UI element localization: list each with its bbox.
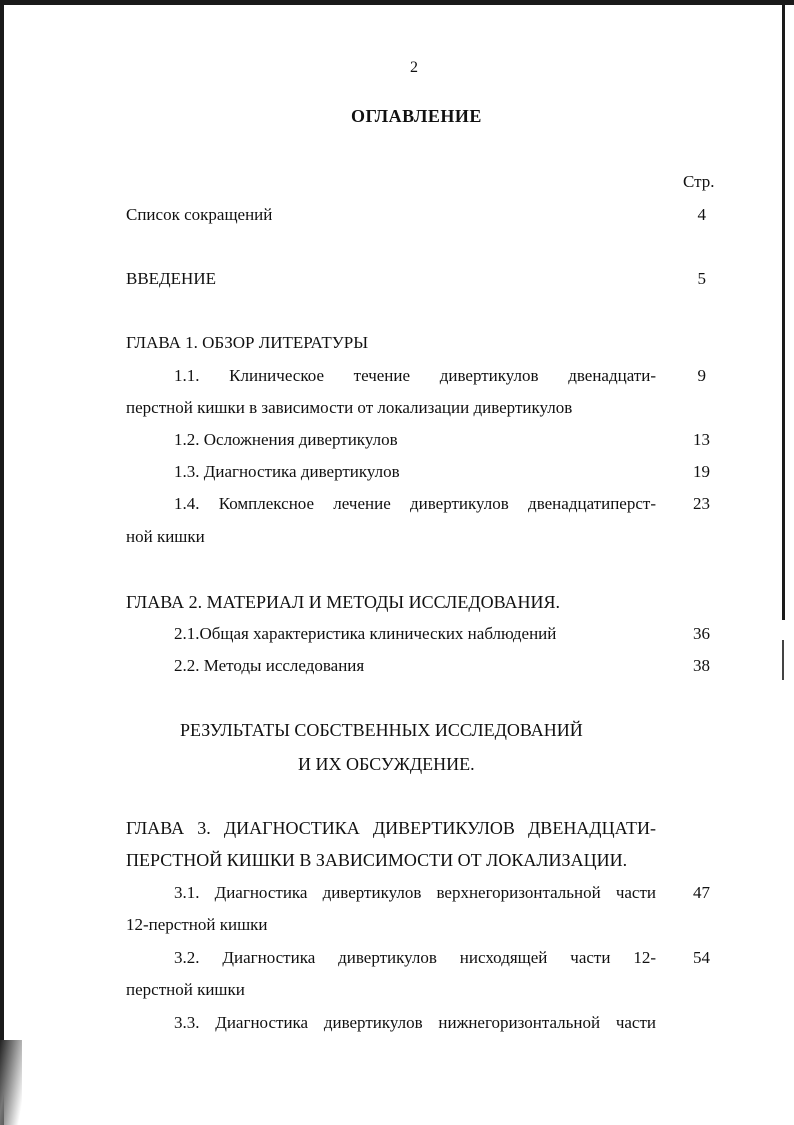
page-column-header: Стр. bbox=[683, 172, 715, 191]
toc-page-2-2: 38 bbox=[693, 656, 710, 675]
toc-chapter-1-heading: ГЛАВА 1. ОБЗОР ЛИТЕРАТУРЫ bbox=[126, 333, 369, 352]
toc-entry-introduction: ВВЕДЕНИЕ bbox=[126, 269, 216, 288]
scan-corner-shadow bbox=[0, 1040, 22, 1125]
toc-page-1-3: 19 bbox=[693, 462, 710, 481]
results-heading-line2: И ИХ ОБСУЖДЕНИЕ. bbox=[298, 754, 475, 774]
toc-page-1-4: 23 bbox=[693, 494, 710, 513]
toc-page-1-2: 13 bbox=[693, 430, 710, 449]
toc-chapter-3-heading-line2: ПЕРСТНОЙ КИШКИ В ЗАВИСИМОСТИ ОТ ЛОКАЛИЗАЦИИ. bbox=[126, 850, 628, 870]
toc-page-3-2: 54 bbox=[693, 948, 710, 967]
toc-page-introduction: 5 bbox=[697, 269, 706, 288]
toc-chapter-2-heading: ГЛАВА 2. МАТЕРИАЛ И МЕТОДЫ ИССЛЕДОВАНИЯ. bbox=[126, 592, 561, 612]
scan-border-top bbox=[0, 0, 794, 5]
toc-chapter-3-heading-line1: ГЛАВА 3. ДИАГНОСТИКА ДИВЕРТИКУЛОВ ДВЕНАДЦАТИ- bbox=[126, 818, 656, 838]
toc-section-1-3: 1.3. Диагностика дивертикулов bbox=[174, 462, 400, 481]
toc-section-3-1-line1: 3.1. Диагностика дивертикулов верхнегоризонтальной части bbox=[174, 883, 656, 902]
scan-border-left bbox=[0, 0, 4, 1125]
toc-entry-abbreviations: Список сокращений bbox=[126, 205, 273, 224]
toc-page-abbreviations: 4 bbox=[697, 205, 706, 224]
toc-page-1-1: 9 bbox=[697, 366, 706, 385]
toc-section-2-1: 2.1.Общая характеристика клинических наблюдений bbox=[174, 624, 557, 643]
scan-border-right-fragment bbox=[782, 640, 784, 680]
results-heading-line1: РЕЗУЛЬТАТЫ СОБСТВЕННЫХ ИССЛЕДОВАНИЙ bbox=[180, 720, 583, 740]
page-title: ОГЛАВЛЕНИЕ bbox=[351, 106, 482, 126]
toc-page-2-1: 36 bbox=[693, 624, 710, 643]
toc-page-3-1: 47 bbox=[693, 883, 710, 902]
toc-section-1-4-line2: ной кишки bbox=[126, 527, 205, 546]
toc-section-1-4-line1: 1.4. Комплексное лечение дивертикулов двенадцатиперст- bbox=[174, 494, 656, 513]
toc-section-3-2-line1: 3.2. Диагностика дивертикулов нисходящей части 12- bbox=[174, 948, 656, 967]
toc-section-3-1-line2: 12-перстной кишки bbox=[126, 915, 268, 934]
toc-section-1-1-line2: перстной кишки в зависимости от локализации дивертикулов bbox=[126, 398, 573, 417]
page-number: 2 bbox=[410, 59, 418, 76]
toc-section-1-1-line1: 1.1. Клиническое течение дивертикулов двенадцати- bbox=[174, 366, 656, 385]
toc-section-1-2: 1.2. Осложнения дивертикулов bbox=[174, 430, 398, 449]
toc-section-2-2: 2.2. Методы исследования bbox=[174, 656, 365, 675]
scan-border-right bbox=[782, 0, 785, 620]
toc-section-3-3-line1: 3.3. Диагностика дивертикулов нижнегоризонтальной части bbox=[174, 1013, 656, 1032]
toc-section-3-2-line2: перстной кишки bbox=[126, 980, 245, 999]
